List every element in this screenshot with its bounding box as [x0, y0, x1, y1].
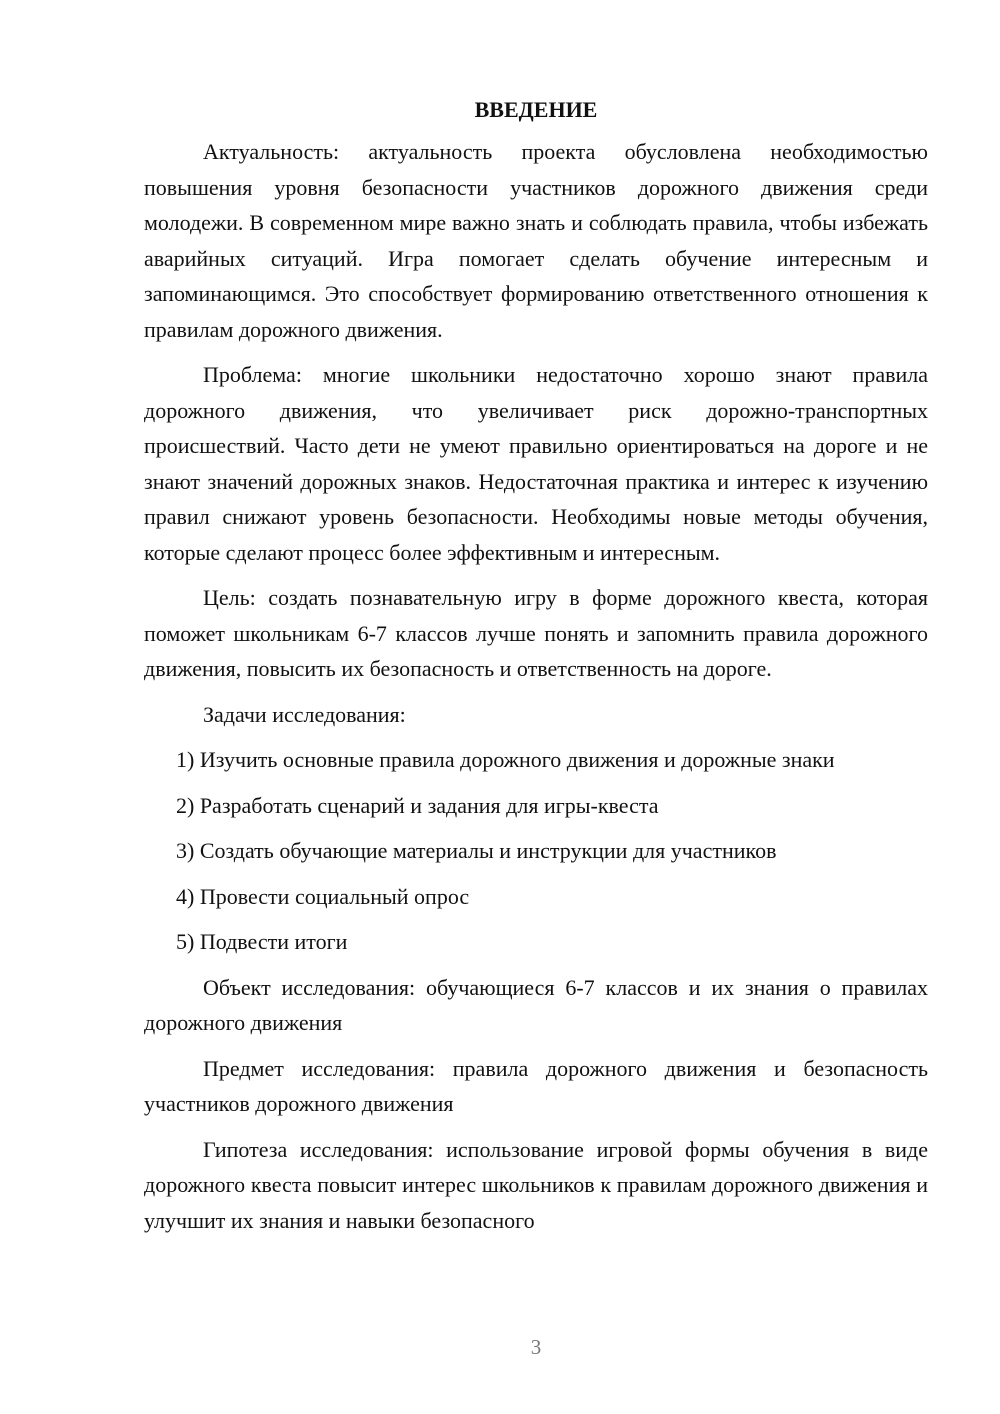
list-item: 2) Разработать сценарий и задания для игры-квеста — [176, 792, 659, 818]
tasks-heading: Задачи исследования: — [203, 701, 406, 727]
task-list — [144, 742, 928, 960]
list-item: 5) Подвести итоги — [176, 929, 348, 954]
problem-paragraph: Проблема: многие школьники недостаточно хорошо знают правила дорожного движения, что увеличивает риск дорожно-транспортных происшествий. Часто дети не умеют правильно ориентироваться на дороге и не знают значений дорожных знаков. Недостаточная практика и интерес к изучению правил снижают уровень безопасности. Необходимы новые методы обучения, которые сделают процесс более эффективным и интересным. — [144, 362, 928, 565]
page-content — [144, 92, 928, 1248]
list-item: 3) Создать обучающие материалы и инструкции для участников — [176, 838, 777, 863]
section-title: ВВЕДЕНИЕ — [474, 97, 598, 122]
goal-paragraph: Цель: создать познавательную игру в форме дорожного квеста, которая поможет школьникам 6-7 классов лучше понять и запомнить правила дорожного движения, повысить их безопасность и ответственность на дороге. — [144, 585, 928, 681]
page-number: 3 — [530, 1335, 542, 1359]
list-item: 1) Изучить основные правила дорожного движения и дорожные знаки — [176, 747, 835, 772]
subject-paragraph: Предмет исследования: правила дорожного движения и безопасность участников дорожного движения — [144, 1055, 928, 1116]
list-item: 4) Провести социальный опрос — [176, 883, 470, 909]
relevance-paragraph: Актуальность: актуальность проекта обусловлена необходимостью повышения уровня безопасности участников дорожного движения среди молодежи. В современном мире важно знать и соблюдать правила, чтобы избежать аварийных ситуаций. Игра помогает сделать обучение интересным и запоминающимся. Это способствует формированию ответственного отношения к правилам дорожного движения. — [144, 139, 928, 342]
object-paragraph: Объект исследования: обучающиеся 6-7 классов и их знания о правилах дорожного движения — [144, 974, 928, 1035]
hypothesis-paragraph: Гипотеза исследования: использование игровой формы обучения в виде дорожного квеста повысит интерес школьников к правилам дорожного движения и улучшит их знания и навыки безопасного — [144, 1136, 928, 1233]
